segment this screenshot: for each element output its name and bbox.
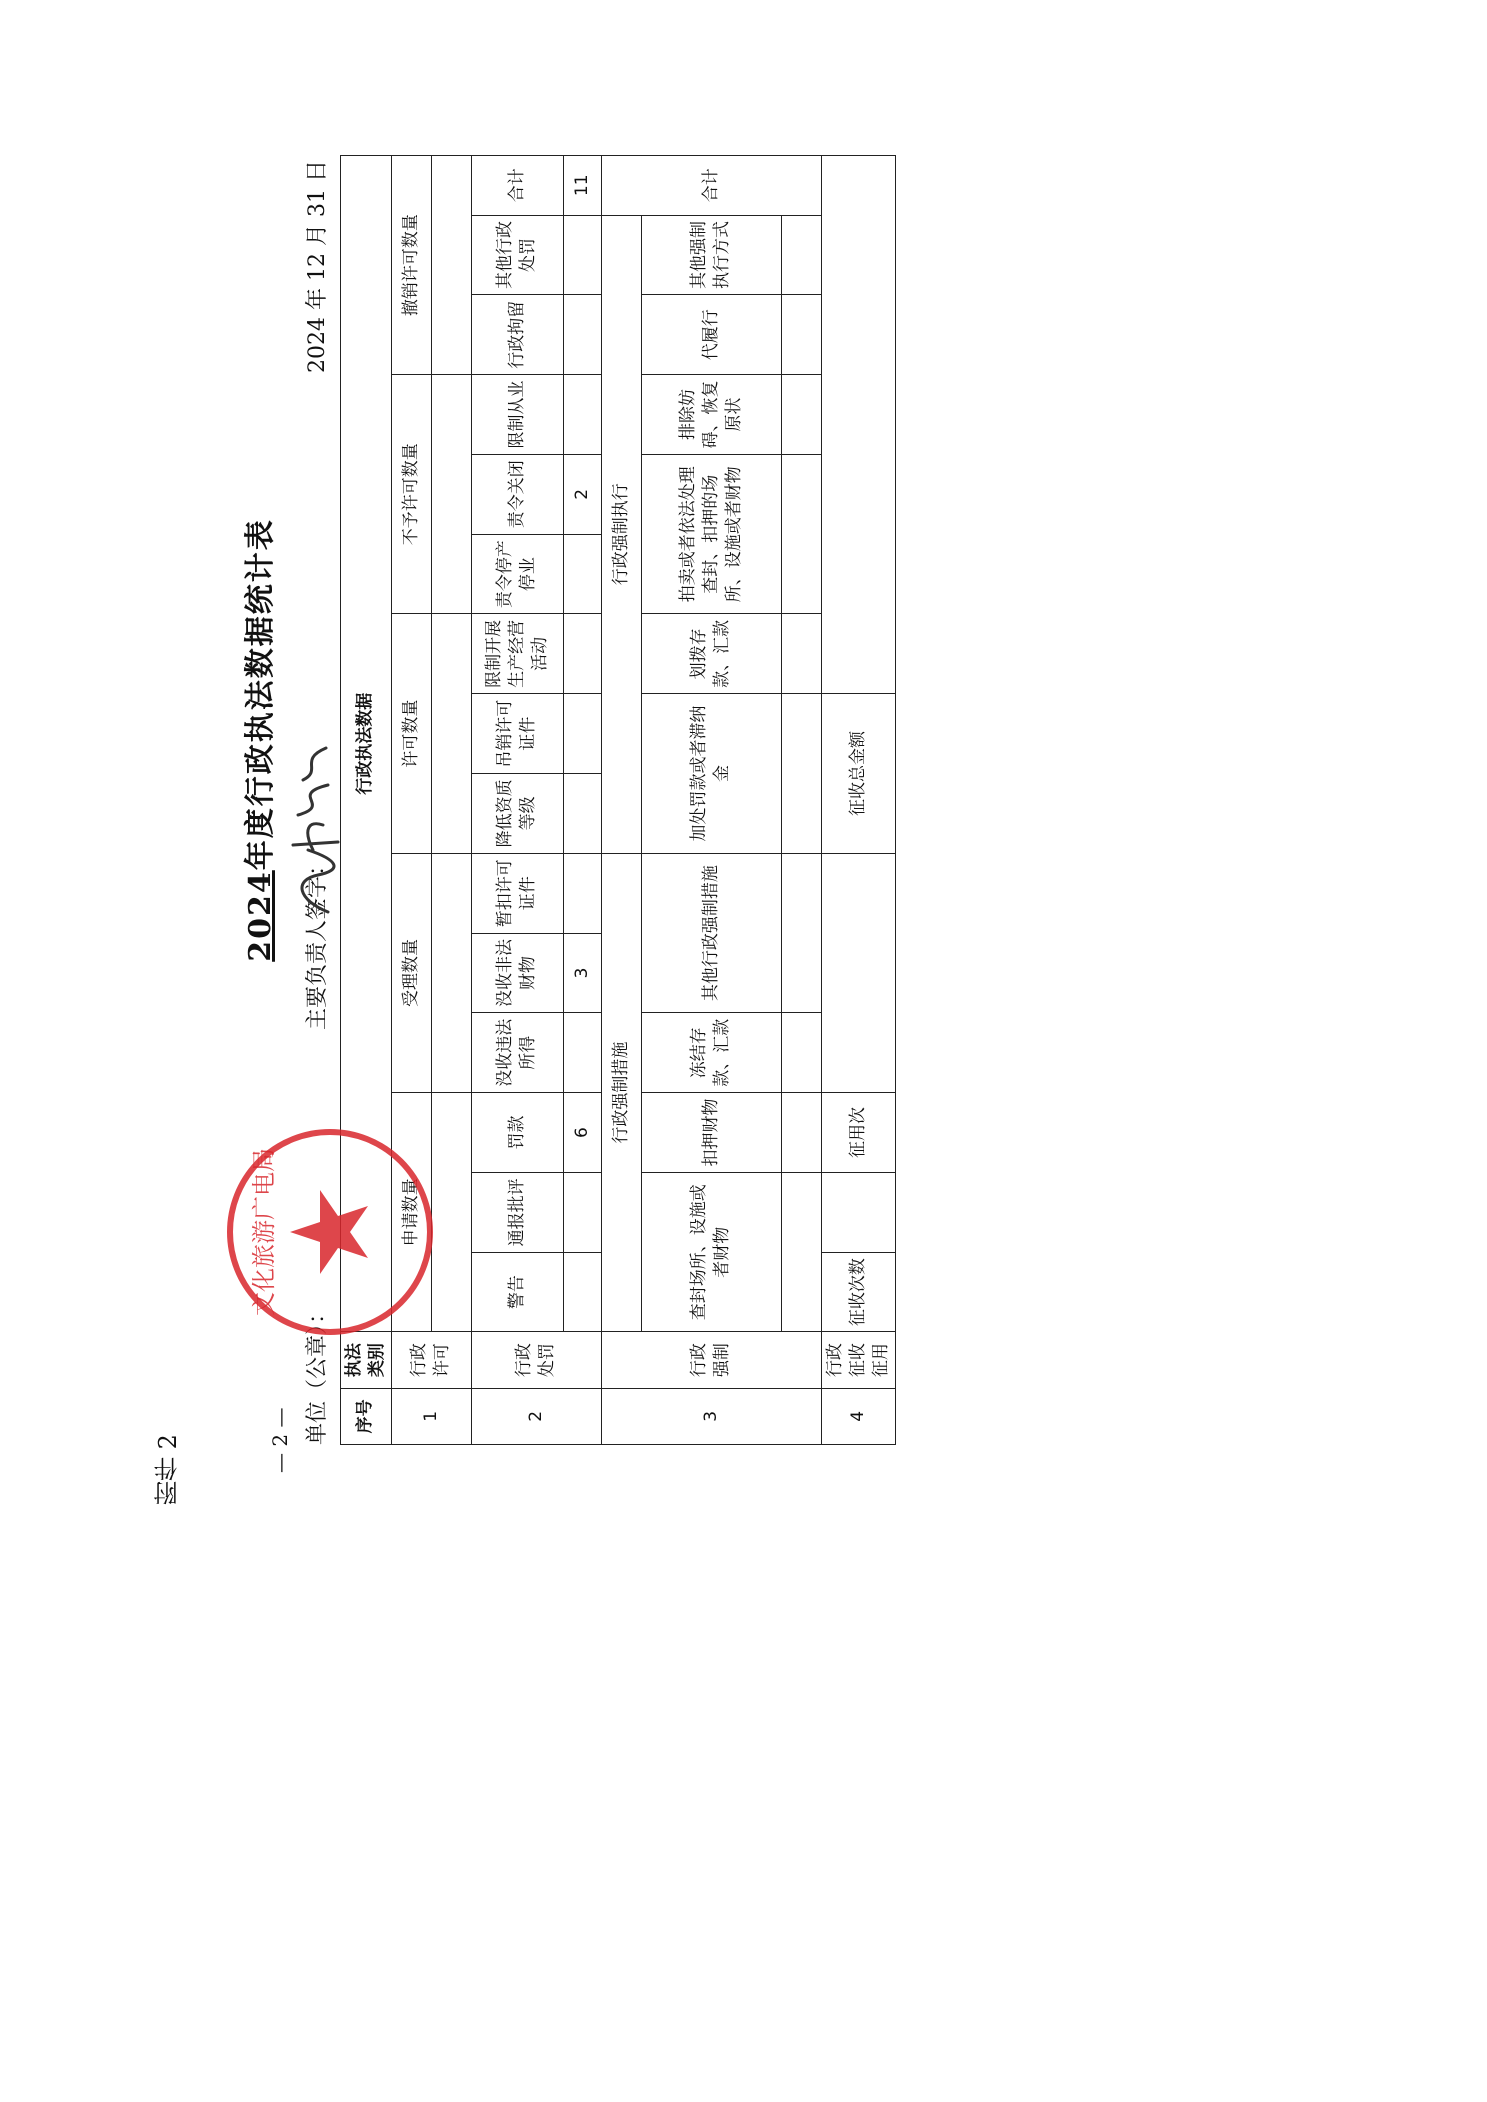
coercive-execution-header: 行政强制执行 <box>601 215 641 853</box>
penalty-value-fine: 6 <box>563 1093 601 1173</box>
coercion-total-label: 合计 <box>601 156 821 216</box>
penalty-value-total: 11 <box>563 156 601 216</box>
penalty-type: 没收违法所得 <box>471 1013 563 1093</box>
value-levy-amount <box>821 156 895 694</box>
official-seal <box>220 1122 440 1342</box>
penalty-type: 行政拘留 <box>471 295 563 375</box>
measure-type: 查封场所、设施或者财物 <box>641 1172 781 1332</box>
value-levy-count <box>821 1172 895 1252</box>
penalty-type: 降低资质等级 <box>471 774 563 854</box>
leader-signature-label: 主要负责人签字： <box>305 853 330 1030</box>
execution-type: 代履行 <box>641 295 781 375</box>
penalty-value-close: 2 <box>563 454 601 534</box>
penalty-value <box>563 694 601 774</box>
label-accepted: 受理数量 <box>391 853 431 1092</box>
measure-value <box>781 853 821 1013</box>
execution-value <box>781 454 821 614</box>
penalty-value <box>563 534 601 614</box>
table-row-levy <box>821 156 895 1445</box>
table-row-coercion-values <box>781 156 821 1445</box>
penalty-total-label: 合计 <box>471 156 563 216</box>
header-category: 执法类别 <box>341 1332 392 1388</box>
penalty-type: 暂扣许可证件 <box>471 853 563 933</box>
label-permitted: 许可数量 <box>391 614 431 853</box>
penalty-type: 限制从业 <box>471 375 563 455</box>
value-not-permitted <box>431 375 471 614</box>
execution-value <box>781 295 821 375</box>
value-requisition-count <box>821 853 895 1092</box>
label-not-permitted: 不予许可数量 <box>391 375 431 614</box>
penalty-type: 责令停产停业 <box>471 534 563 614</box>
category-penalty: 行政处罚 <box>471 1332 601 1388</box>
unit-seal-label: 单位（公章）： <box>305 1301 330 1445</box>
penalty-value <box>563 774 601 854</box>
measure-type: 扣押财物 <box>641 1093 781 1173</box>
execution-type: 划拨存款、汇款 <box>641 614 781 694</box>
measure-type: 冻结存款、汇款 <box>641 1013 781 1093</box>
penalty-type: 吊销许可证件 <box>471 694 563 774</box>
execution-value <box>781 694 821 854</box>
penalty-value <box>563 295 601 375</box>
execution-type: 其他强制执行方式 <box>641 215 781 295</box>
measure-type: 其他行政强制措施 <box>641 853 781 1013</box>
execution-type: 加处罚款或者滞纳金 <box>641 694 781 854</box>
report-date: 2024 年 12 月 31 日 <box>305 160 330 373</box>
attachment-label: 附件 2 <box>154 1434 182 1505</box>
penalty-value <box>563 1013 601 1093</box>
penalty-type: 通报批评 <box>471 1172 563 1252</box>
header-enforcement-data: 行政执法数据 <box>341 156 392 1333</box>
penalty-value <box>563 1252 601 1332</box>
seq-2: 2 <box>471 1388 601 1444</box>
title-year: 2024 <box>243 870 278 962</box>
table-row-coercion-types <box>641 156 781 1445</box>
document-title <box>235 430 278 1050</box>
seq-4: 4 <box>821 1388 895 1444</box>
header-seq: 序号 <box>341 1388 392 1444</box>
seal-text: 文化旅游广电局 <box>250 1148 278 1316</box>
seq-3: 3 <box>601 1388 821 1444</box>
category-levy: 行政征收征用 <box>821 1332 895 1388</box>
category-licensing: 行政许可 <box>391 1332 471 1388</box>
seq-1: 1 <box>391 1388 471 1444</box>
penalty-type: 没收非法财物 <box>471 933 563 1013</box>
value-permitted <box>431 614 471 853</box>
penalty-type: 限制开展生产经营活动 <box>471 614 563 694</box>
table-row-penalty-values <box>563 156 601 1445</box>
title-text: 年度行政执法数据统计表 <box>243 518 278 871</box>
execution-value <box>781 375 821 455</box>
execution-value <box>781 215 821 295</box>
landscape-content <box>200 140 1100 1480</box>
execution-type: 拍卖或者依法处理查封、扣押的场所、设施或者财物 <box>641 454 781 614</box>
coercive-measures-header: 行政强制措施 <box>601 853 641 1332</box>
execution-type: 排除妨碍、恢复原状 <box>641 375 781 455</box>
label-levy-count: 征收次数 <box>821 1252 895 1332</box>
page-number: — 2 — <box>268 1407 292 1473</box>
label-revoked: 撤销许可数量 <box>391 156 431 375</box>
measure-value <box>781 1013 821 1093</box>
penalty-type: 责令关闭 <box>471 454 563 534</box>
penalty-value <box>563 853 601 933</box>
value-revoked <box>431 156 471 375</box>
penalty-value <box>563 375 601 455</box>
value-accepted <box>431 853 471 1092</box>
category-coercion: 行政强制 <box>601 1332 821 1388</box>
penalty-value <box>563 614 601 694</box>
table-row-coercion-headers <box>601 156 641 1445</box>
penalty-type: 警告 <box>471 1252 563 1332</box>
table-row-penalty <box>471 156 563 1445</box>
penalty-type: 其他行政处罚 <box>471 215 563 295</box>
label-applications: 申请数量 <box>391 1093 431 1332</box>
measure-value <box>781 1093 821 1173</box>
label-levy-amount: 征收总金额 <box>821 694 895 854</box>
penalty-type: 罚款 <box>471 1093 563 1173</box>
penalty-value <box>563 1172 601 1252</box>
penalty-value <box>563 215 601 295</box>
label-requisition-count: 征用次 <box>821 1093 895 1173</box>
measure-value <box>781 1172 821 1332</box>
handwritten-signature <box>278 740 348 920</box>
execution-value <box>781 614 821 694</box>
penalty-value-confiscate-property: 3 <box>563 933 601 1013</box>
